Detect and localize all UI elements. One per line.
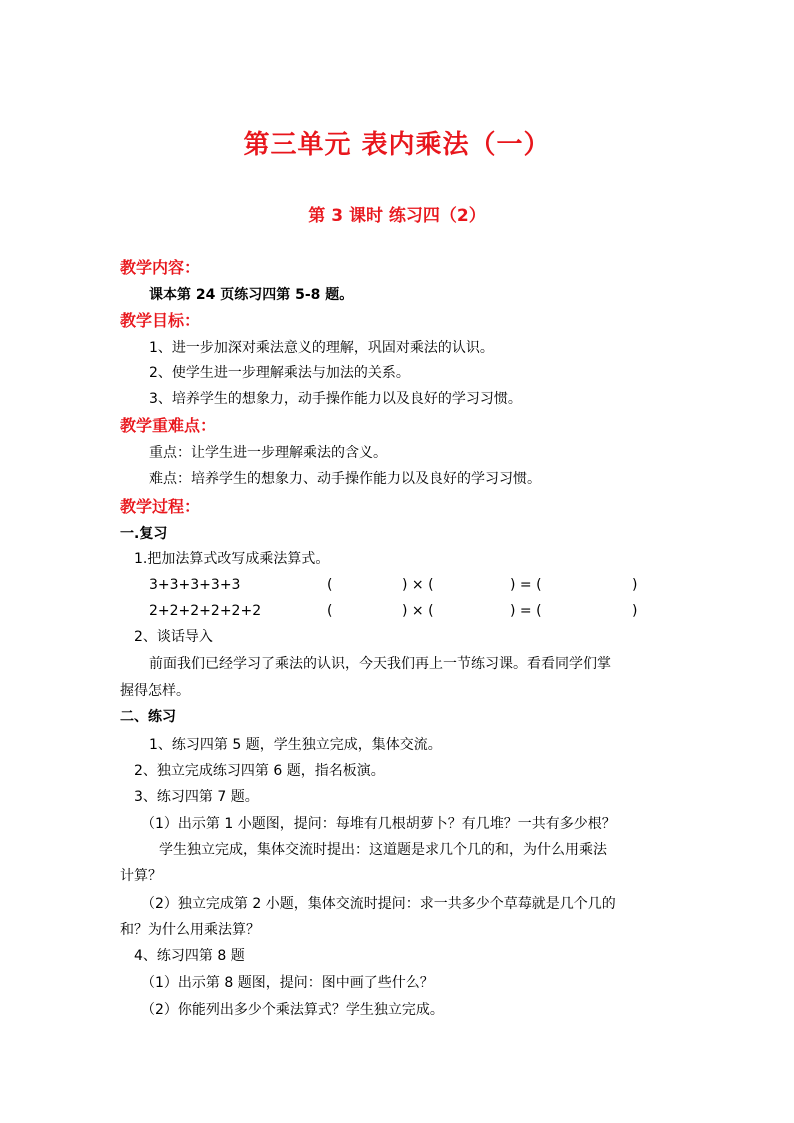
practice-line: （1）出示第 8 题图，提问：图中画了些什么？ [141, 975, 434, 991]
blank-equals: ) = ( [510, 603, 542, 619]
goal-item: 3、培养学生的想象力，动手操作能力以及良好的学习习惯。 [149, 391, 522, 407]
review-heading: 一.复习 [120, 526, 168, 542]
blank-open: ( [327, 603, 333, 619]
exercise-expression: 3+3+3+3+3 [149, 577, 241, 593]
lesson-subtitle: 第 3 课时 练习四（2） [308, 206, 486, 226]
exercise-expression: 2+2+2+2+2+2 [149, 603, 262, 619]
practice-line: 学生独立完成，集体交流时提出：这道题是求几个几的和，为什么用乘法 [159, 842, 607, 858]
practice-line: （1）出示第 1 小题图，提问：每堆有几根胡萝卜？有几堆？一共有多少根？ [141, 816, 616, 832]
section-heading-goals: 教学目标： [120, 311, 201, 330]
blank-times: ) × ( [402, 603, 434, 619]
key-point-item: 重点：让学生进一步理解乘法的含义。 [149, 445, 387, 461]
practice-line: 3、练习四第 7 题。 [134, 789, 259, 805]
blank-times: ) × ( [402, 577, 434, 593]
practice-line: 1、练习四第 5 题，学生独立完成，集体交流。 [149, 737, 442, 753]
content-text: 课本第 24 页练习四第 5-8 题。 [149, 287, 354, 303]
blank-close: ) [632, 603, 638, 619]
key-point-item: 难点：培养学生的想象力、动手操作能力以及良好的学习习惯。 [149, 471, 541, 487]
practice-line: 4、练习四第 8 题 [134, 948, 245, 964]
practice-line: 计算？ [120, 868, 162, 884]
section-heading-process: 教学过程： [120, 497, 201, 516]
blank-open: ( [327, 577, 333, 593]
practice-line: （2）你能列出多少个乘法算式？学生独立完成。 [141, 1002, 444, 1018]
intro-paragraph-line: 握得怎样。 [120, 683, 190, 699]
practice-line: 和？为什么用乘法算？ [120, 922, 260, 938]
blank-close: ) [632, 577, 638, 593]
section-heading-content: 教学内容： [120, 258, 201, 277]
goal-item: 1、进一步加深对乘法意义的理解，巩固对乘法的认识。 [149, 340, 494, 356]
goal-item: 2、使学生进一步理解乘法与加法的关系。 [149, 365, 410, 381]
practice-line: 2、独立完成练习四第 6 题，指名板演。 [134, 763, 385, 779]
section-heading-key-points: 教学重难点： [120, 416, 217, 435]
practice-heading: 二、练习 [120, 709, 176, 725]
practice-line: （2）独立完成第 2 小题，集体交流时提问：求一共多少个草莓就是几个几的 [141, 896, 616, 912]
intro-paragraph-line: 前面我们已经学习了乘法的认识，今天我们再上一节练习课。看看同学们掌 [149, 656, 611, 672]
review-item-2: 2、谈话导入 [134, 629, 213, 645]
review-item-1: 1.把加法算式改写成乘法算式。 [134, 551, 330, 567]
page-title: 第三单元 表内乘法（一） [243, 130, 551, 160]
blank-equals: ) = ( [510, 577, 542, 593]
